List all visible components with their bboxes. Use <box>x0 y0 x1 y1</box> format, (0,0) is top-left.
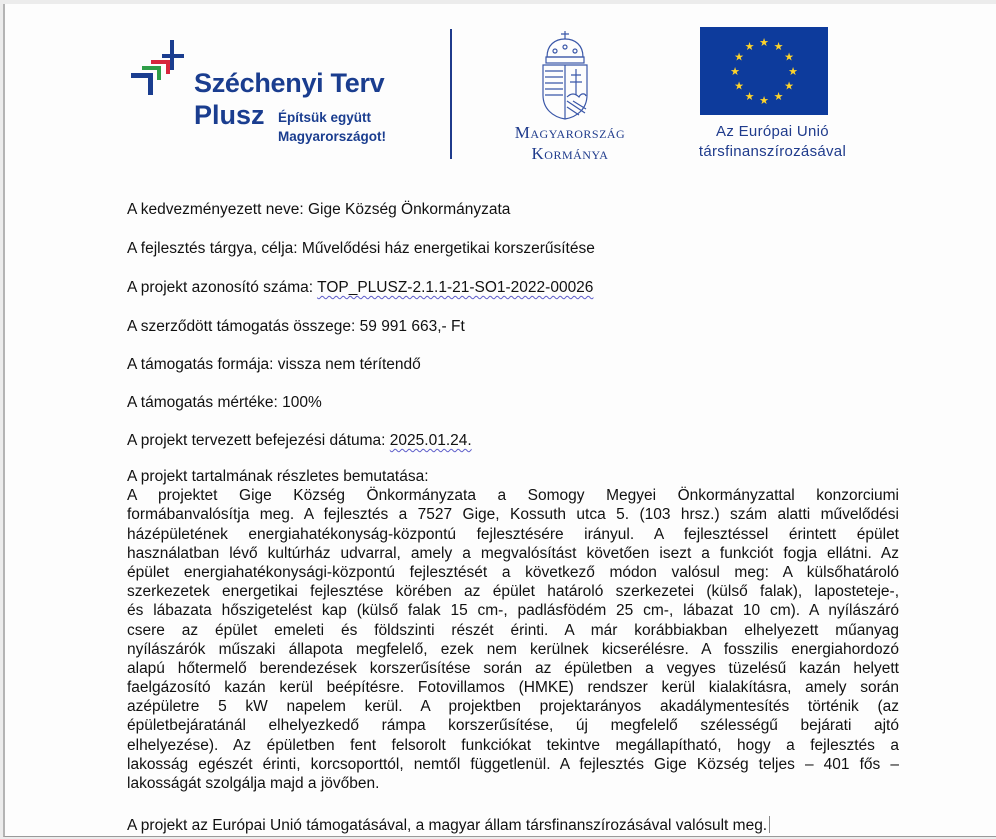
description-line: lakosság egészét érinti, korcsoporttól, nemtől függetlenül. A fejlesztés Gige Község teljes – 401 fős – <box>127 755 899 773</box>
szechenyi-terv-plusz-logo <box>129 38 409 153</box>
field-beneficiary <box>127 201 510 219</box>
field-label: A támogatás formája: <box>127 356 274 373</box>
field-label: A fejlesztés tárgya, célja: <box>127 240 298 257</box>
svg-text:★: ★ <box>773 90 784 103</box>
closing-statement[interactable] <box>127 816 770 835</box>
field-label: A projekt azonosító száma: <box>127 279 314 296</box>
svg-text:★: ★ <box>730 65 740 78</box>
project-description <box>127 467 899 793</box>
eu-logo <box>695 27 865 167</box>
description-line: faelgázosító kazán kerül beépítésre. Fotovillamos (HMKE) rendszer kerül kialakításra, amely során <box>127 679 899 697</box>
eu-flag-icon <box>700 27 828 115</box>
field-label: A kedvezményezett neve: <box>127 201 304 218</box>
logo-divider <box>450 29 452 159</box>
svg-text:★: ★ <box>784 50 794 64</box>
svg-text:★: ★ <box>759 94 769 107</box>
description-line: nyílászárók műszaki állapota megfelelő, ezek nem kerülnek kicserélésre. A fosszilis energiahordozó <box>127 640 899 658</box>
gov-line-2: Kormánya <box>531 144 609 163</box>
description-line: A projektet Gige Község Önkormányzata a Somogy Megyei Önkormányzattal konzorciumi <box>127 487 899 505</box>
field-project-id <box>127 279 593 297</box>
field-value: Gige Község Önkormányzata <box>307 201 511 218</box>
svg-text:★: ★ <box>734 79 744 93</box>
svg-text:★: ★ <box>744 90 755 103</box>
field-value: 59 991 663,- Ft <box>359 318 465 335</box>
slogan-line-1: Építsük együtt <box>278 110 372 125</box>
field-grant-rate <box>127 394 322 412</box>
description-line: azépületre 5 kW napelem kerül. A projektben projektarányos akadálymentesítés történik (az <box>127 698 899 716</box>
szechenyi-cross-icon <box>129 38 199 98</box>
description-line: elhelyezése). Az épületben fent felsorolt funkciókat tekintve megállapítható, hogy a fejlesztés a <box>127 736 899 754</box>
svg-text:★: ★ <box>744 40 755 53</box>
description-line: szerkezetek energetikai fejlesztése körében az épület határoló szerkezetei (külső falak), laposteteje-, <box>127 583 899 601</box>
svg-text:★: ★ <box>773 40 784 53</box>
closing-text: A projekt az Európai Unió támogatásával, a magyar állam társfinanszírozásával valósult meg. <box>127 817 768 834</box>
description-line: épület energiahatékonysági-központú fejlesztését a következő módon valósul meg: A külsőhatároló <box>127 563 899 581</box>
hungarian-government-logo <box>485 29 655 164</box>
eu-label <box>685 122 860 162</box>
szechenyi-slogan <box>278 108 386 146</box>
field-label: A támogatás mértéke: <box>127 394 278 411</box>
svg-text:★: ★ <box>784 79 794 93</box>
eu-line-1: Az Európai Unió <box>716 123 829 140</box>
field-label: A szerződött támogatás összege: <box>127 318 356 335</box>
field-value: 100% <box>282 394 322 411</box>
field-value: TOP_PLUSZ-2.1.1-21-SO1-2022-00026 <box>317 279 594 296</box>
field-subject <box>127 240 595 258</box>
eu-line-2: társfinanszírozásával <box>698 143 847 160</box>
description-title: A projekt tartalmának részletes bemutatása: <box>127 468 429 485</box>
svg-text:★: ★ <box>734 50 744 64</box>
field-label: A projekt tervezett befejezési dátuma: <box>127 432 386 449</box>
description-line: használatban lévő kultúrház udvarral, amely a megvalósítást követően isezt a funkciót fogja ellátni. Az <box>127 544 899 562</box>
description-line: csere az épület emeleti és földszinti részét érinti. A már korábbiakban elhelyezett műanyag <box>127 621 899 639</box>
hungarian-coat-of-arms-icon <box>535 29 595 121</box>
szechenyi-title: Széchenyi Terv <box>194 68 385 98</box>
svg-text:★: ★ <box>788 65 798 78</box>
gov-line-1: Magyarország <box>514 123 626 142</box>
description-line: formábanvalósítja meg. A fejlesztés a 7527 Gige, Kossuth utca 5. (103 hrsz.) szám alatti művelődési <box>127 506 899 524</box>
field-grant-amount <box>127 318 465 336</box>
slogan-line-2: Magyarországot! <box>278 129 387 144</box>
description-line: épületbejáratánál elhelyezkedő rámpa korszerűsítése, új megfelelő szélességű bejárati ajtó <box>127 717 899 735</box>
text-cursor <box>769 816 770 833</box>
field-value: vissza nem térítendő <box>277 356 421 373</box>
document-page <box>3 4 996 837</box>
field-value: 2025.01.24. <box>389 432 472 449</box>
description-line: és lábazata hőszigetelést kap (külső falak 15 cm-, padlásfödém 25 cm-, lábazat 10 cm). A nyílászáró <box>127 602 899 620</box>
plusz-title: Plusz <box>194 100 265 130</box>
government-label <box>485 122 655 164</box>
field-completion-date <box>127 432 472 450</box>
svg-text:★: ★ <box>759 36 769 49</box>
logo-header <box>5 4 996 174</box>
description-line: alapú hőtermelő berendezések korszerűsítése során az épületben a vegyes tüzelésű kazán helyett <box>127 659 899 677</box>
field-grant-form <box>127 356 421 374</box>
description-line: lakosságát szolgálja majd a jövőben. <box>127 775 380 792</box>
field-value: Művelődési ház energetikai korszerűsítése <box>301 240 595 257</box>
description-line: házépületének energiahatékonyság-központú fejlesztésére irányul. A fejlesztéssel érintett épület <box>127 525 899 543</box>
